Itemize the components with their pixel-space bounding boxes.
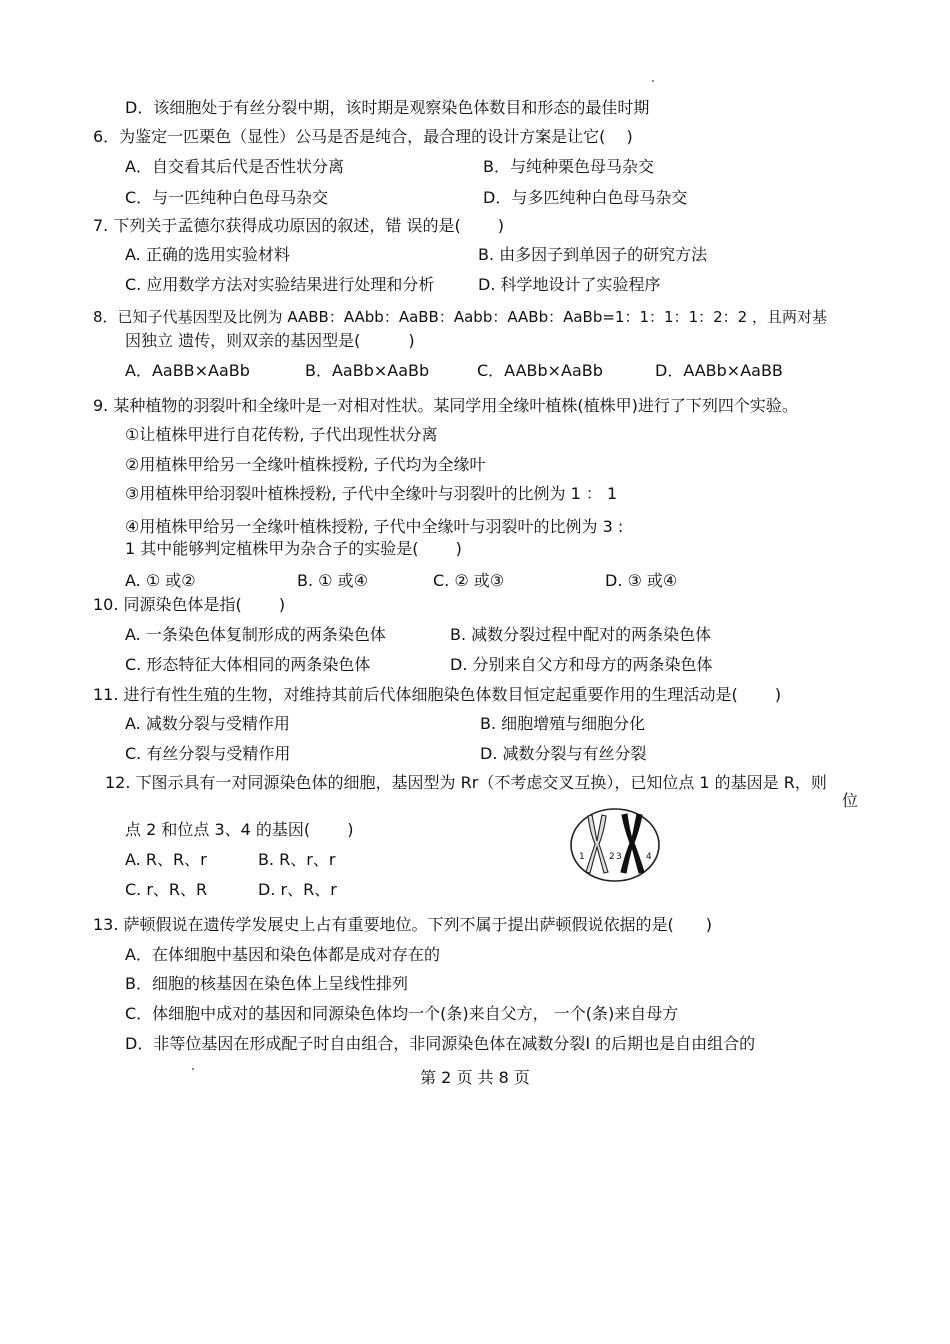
q9-option-d: D. ③ 或④ — [605, 571, 678, 590]
q11-option-d: D. 减数分裂与有丝分裂 — [480, 744, 647, 763]
q10-option-a: A. 一条染色体复制形成的两条染色体 — [125, 625, 386, 644]
q9-option-a: A. ① 或② — [125, 571, 196, 590]
q9-experiment-1: ①让植株甲进行自花传粉, 子代出现性状分离 — [125, 425, 438, 444]
q10-option-c: C. 形态特征大体相同的两条染色体 — [125, 655, 371, 674]
chromosome-dark — [621, 814, 644, 873]
q6-option-d: D．与多匹纯种白色母马杂交 — [483, 188, 688, 207]
q8-option-d: D．AABb×AaBB — [655, 361, 783, 380]
q10-option-b: B. 减数分裂过程中配对的两条染色体 — [450, 625, 712, 644]
q7-option-b: B. 由多因子到单因子的研究方法 — [478, 245, 708, 264]
q6-stem: 6．为鉴定一匹栗色（显性）公马是否是纯合，最合理的设计方案是让它( ) — [93, 127, 633, 146]
q10-stem: 10. 同源染色体是指( ) — [93, 595, 286, 614]
q12-cell-figure — [568, 806, 662, 884]
q13-option-d: D．非等位基因在形成配子时自由组合，非同源染色体在减数分裂Ⅰ 的后期也是自由组合的 — [125, 1034, 756, 1053]
q8-option-b: B．AaBb×AaBb — [305, 361, 430, 380]
q12-stem-line1: 12. 下图示具有一对同源染色体的细胞，基因型为 Rr（不考虑交叉互换），已知位点 1 的基因是 R，则 — [105, 773, 827, 792]
q9-stem: 9. 某种植物的羽裂叶和全缘叶是一对相对性状。某同学用全缘叶植株(植株甲)进行了下列四个实验。 — [93, 396, 798, 415]
q7-option-a: A. 正确的选用实验材料 — [125, 245, 290, 264]
q7-stem: 7. 下列关于孟德尔获得成功原因的叙述，错 误的是( ) — [93, 216, 505, 235]
q8-option-a: A．AaBB×AaBb — [125, 361, 250, 380]
q5-option-d: D．该细胞处于有丝分裂中期，该时期是观察染色体数目和形态的最佳时期 — [125, 98, 650, 117]
q7-option-c: C. 应用数学方法对实验结果进行处理和分析 — [125, 275, 435, 294]
q12-option-d: D. r、R、r — [258, 880, 337, 899]
q6-option-c: C．与一匹纯种白色母马杂交 — [125, 188, 329, 207]
q7-option-d: D. 科学地设计了实验程序 — [478, 275, 661, 294]
q9-experiment-3: ③用植株甲给羽裂叶植株授粉, 子代中全缘叶与羽裂叶的比例为 1 ： 1 — [125, 484, 618, 503]
q10-option-d: D. 分别来自父方和母方的两条染色体 — [450, 655, 713, 674]
q11-stem: 11. 进行有性生殖的生物，对维持其前后代体细胞染色体数目恒定起重要作用的生理活动是( ) — [93, 685, 782, 704]
locus-4-label: 4 — [646, 852, 652, 862]
locus-2-label: 2 — [609, 852, 615, 862]
q11-option-a: A. 减数分裂与受精作用 — [125, 714, 290, 733]
q12-stem-wrap: 位 — [842, 791, 859, 810]
q13-option-c: C．体细胞中成对的基因和同源染色体均一个(条)来自父方， 一个(条)来自母方 — [125, 1004, 679, 1023]
q12-option-b: B. R、r、r — [258, 850, 336, 869]
q13-stem: 13. 萨顿假说在遗传学发展史上占有重要地位。下列不属于提出萨顿假说依据的是( ) — [93, 915, 713, 934]
page-number-footer: 第 2 页 共 8 页 — [420, 1068, 530, 1087]
q13-option-a: A．在体细胞中基因和染色体都是成对存在的 — [125, 945, 440, 964]
q11-option-b: B. 细胞增殖与细胞分化 — [480, 714, 646, 733]
q11-option-c: C. 有丝分裂与受精作用 — [125, 744, 291, 763]
cell-membrane — [571, 809, 659, 881]
q12-option-a: A. R、R、r — [125, 850, 207, 869]
q13-option-b: B．细胞的核基因在染色体上呈线性排列 — [125, 974, 408, 993]
scan-speck — [652, 80, 654, 82]
locus-3-label: 3 — [616, 852, 622, 862]
q9-option-c: C. ② 或③ — [433, 571, 505, 590]
locus-1-label: 1 — [579, 852, 585, 862]
q8-stem-line1: 8．已知子代基因型及比例为 AABB：AAbb：AaBB：Aabb：AABb：AaBb=1：1：1：1：2：2 ，且两对基 — [93, 308, 827, 326]
q9-stem-end: 1 其中能够判定植株甲为杂合子的实验是( ) — [125, 539, 462, 558]
q9-experiment-2: ②用植株甲给另一全缘叶植株授粉, 子代均为全缘叶 — [125, 455, 486, 474]
q8-option-c: C．AABb×AaBb — [477, 361, 603, 380]
q12-option-c: C. r、R、R — [125, 880, 208, 899]
chromosome-light — [586, 815, 608, 873]
q9-experiment-4: ④用植株甲给另一全缘叶植株授粉, 子代中全缘叶与羽裂叶的比例为 3 : — [125, 517, 624, 536]
q9-option-b: B. ① 或④ — [297, 571, 368, 590]
q8-stem-line2: 因独立 遗传，则双亲的基因型是( ) — [125, 331, 415, 350]
q6-option-b: B．与纯种栗色母马杂交 — [483, 157, 654, 176]
q12-stem-line2: 点 2 和位点 3、4 的基因( ) — [125, 820, 354, 839]
q6-option-a: A．自交看其后代是否性状分离 — [125, 157, 344, 176]
